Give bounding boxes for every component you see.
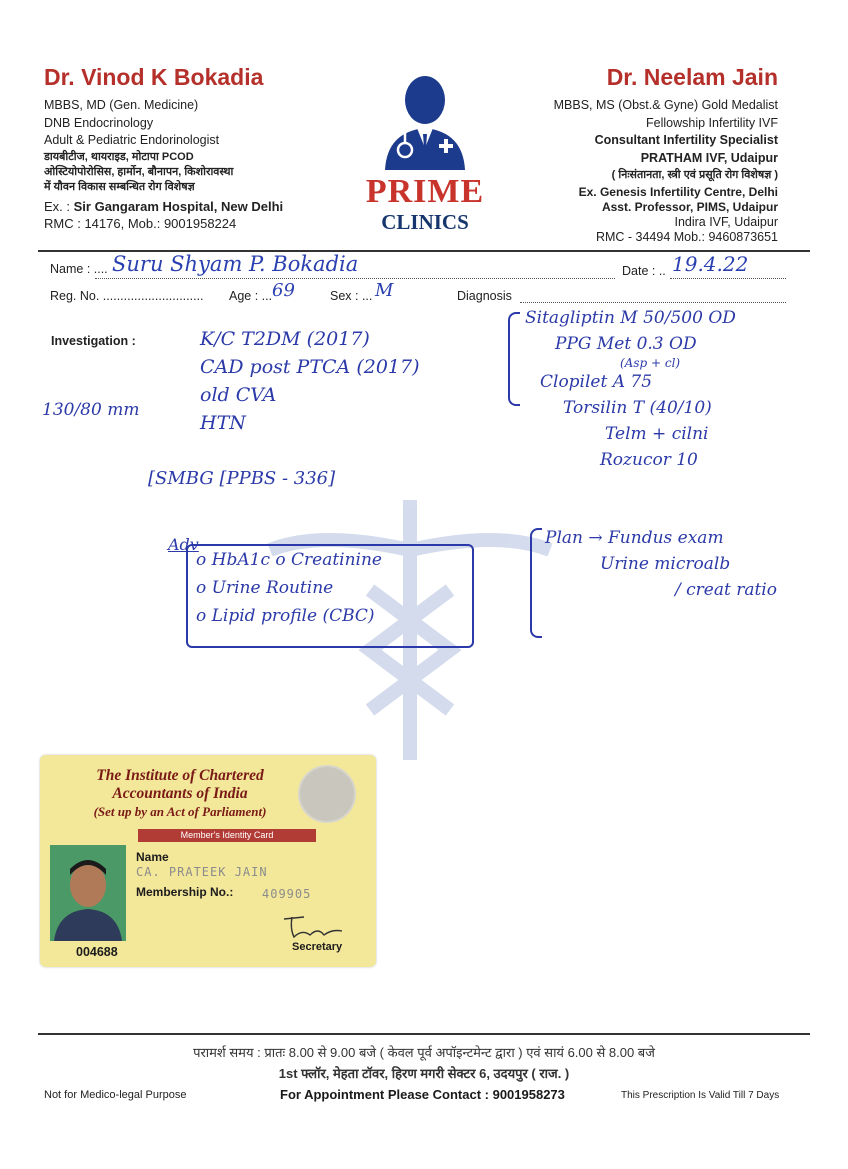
card-institute-title	[40, 767, 320, 821]
sex-label: Sex : ...	[330, 289, 373, 303]
investigation-label: Investigation :	[51, 334, 136, 348]
reg-label: Reg. No. .............................	[50, 289, 204, 303]
rx-line: PPG Met 0.3 OD	[555, 334, 697, 354]
date-dotted-line	[670, 278, 786, 279]
right-doctor-block	[458, 64, 778, 245]
logo-clinics: CLINICS	[381, 210, 469, 234]
card-membership-value: 409905	[262, 887, 312, 901]
right-doctor-line: Fellowship Infertility IVF	[646, 115, 778, 130]
diagnosis-label: Diagnosis	[457, 289, 512, 303]
card-band: Member's Identity Card	[138, 829, 316, 842]
rx-line: Clopilet A 75	[540, 372, 653, 392]
advice-notes	[196, 546, 382, 630]
id-card	[40, 755, 376, 967]
diagnosis-dotted-line	[520, 302, 786, 303]
history-line: old CVA	[200, 384, 277, 406]
name-label: Name : ....	[50, 262, 108, 276]
right-doctor-line: Asst. Professor, PIMS, Udaipur	[601, 199, 778, 214]
right-doctor-name: Dr. Neelam Jain	[606, 64, 778, 90]
left-doctor-line: Adult & Pediatric Endorinologist	[44, 133, 220, 147]
right-doctor-line: ( निःसंतानता, स्त्री एवं प्रसूति रोग विशेषज्ञ )	[611, 169, 778, 181]
plan-line: Urine microalb	[600, 554, 731, 574]
rx-line: Sitagliptin M 50/500 OD	[525, 308, 736, 328]
rx-notes	[525, 305, 736, 473]
rx-line: Rozucor 10	[600, 450, 698, 470]
rx-bracket	[508, 312, 520, 406]
rx-line: Torsilin T (40/10)	[563, 398, 712, 418]
history-notes	[200, 325, 420, 437]
left-doctor-line: डायबीटीज, थायराइड, मोटापा PCOD	[44, 150, 194, 163]
card-name-label: Name	[136, 850, 169, 864]
card-membership-label: Membership No.:	[136, 885, 234, 899]
right-doctor-line: Indira IVF, Udaipur	[674, 214, 778, 229]
left-doctor-line: MBBS, MD (Gen. Medicine)	[44, 98, 199, 112]
history-line: CAD post PTCA (2017)	[200, 356, 420, 378]
plan-line: Plan → Fundus exam	[545, 528, 724, 548]
name-dotted-line	[95, 278, 615, 279]
signature-icon	[280, 913, 350, 943]
age-label: Age : ...	[229, 289, 273, 303]
card-title-line: Accountants of India	[112, 785, 248, 802]
plan-bracket	[530, 528, 542, 638]
right-doctor-line: PRATHAM IVF, Udaipur	[640, 150, 778, 165]
right-doctor-line: RMC - 34494 Mob.: 9460873651	[595, 229, 778, 244]
plan-line: / creat ratio	[675, 580, 777, 600]
right-doctor-line: Consultant Infertility Specialist	[594, 133, 778, 147]
left-doctor-block	[44, 64, 364, 233]
left-doctor-name: Dr. Vinod K Bokadia	[44, 64, 264, 90]
advice-line: o HbA1c o Creatinine	[196, 550, 382, 570]
footer-divider	[38, 1033, 810, 1035]
right-doctor-line: Ex. Genesis Infertility Centre, Delhi	[578, 184, 778, 199]
person-photo-icon	[50, 845, 126, 941]
card-secretary-label: Secretary	[292, 941, 343, 953]
history-line: K/C T2DM (2017)	[200, 328, 370, 350]
footer-address: 1st फ्लॉर, मेहता टॉवर, हिरण मगरी सेक्टर 6, उदयपुर ( राज. )	[278, 1066, 570, 1081]
ex-prefix: Ex. :	[44, 198, 71, 214]
date-value: 19.4.22	[672, 252, 749, 276]
logo-prime: PRIME	[365, 173, 485, 210]
advice-line: o Lipid profile (CBC)	[196, 606, 375, 626]
sex-value: M	[375, 280, 394, 301]
smbg-reading: [SMBG [PPBS - 336]	[148, 468, 336, 489]
left-doctor-ex	[44, 198, 364, 216]
bp-reading: 130/80 mm	[42, 400, 140, 420]
rx-line: (Asp + cl)	[620, 356, 681, 370]
footer-timing: परामर्श समय : प्रातः 8.00 से 9.00 बजे ( केवल पूर्व अपॉइन्टमेन्ट द्वारा ) एवं सायं 6.00 से 8.00 बजे	[193, 1045, 655, 1060]
card-name-value: CA. PRATEEK JAIN	[136, 865, 268, 879]
left-doctor-line: में यौवन विकास सम्बन्धित रोग विशेषज्ञ	[44, 180, 195, 193]
history-line: HTN	[200, 412, 246, 434]
left-doctor-line: DNB Endocrinology	[44, 115, 154, 130]
rx-line: Telm + cilni	[605, 424, 709, 444]
ex-hospital: Sir Gangaram Hospital, New Delhi	[73, 198, 284, 214]
member-photo	[50, 845, 126, 941]
age-value: 69	[272, 280, 295, 301]
patient-name: Suru Shyam P. Bokadia	[112, 252, 359, 276]
card-id-number: 004688	[76, 945, 118, 959]
footer-left-note: Not for Medico-legal Purpose	[44, 1089, 187, 1101]
plan-notes	[545, 525, 777, 603]
right-doctor-line: MBBS, MS (Obst.& Gyne) Gold Medalist	[553, 98, 778, 112]
card-title-line: (Set up by an Act of Parliament)	[93, 804, 267, 819]
left-doctor-line: ओस्टियोपोरोसिस, हार्मोन, बौनापन, किशोरावस्था	[44, 165, 234, 178]
date-label: Date : ..	[622, 264, 666, 278]
advice-label: Adv	[168, 535, 199, 554]
left-doctor-rmc: RMC : 14176, Mob.: 9001958224	[44, 216, 237, 231]
card-title-line: The Institute of Chartered	[96, 767, 264, 784]
advice-line: o Urine Routine	[196, 578, 334, 598]
footer-contact: For Appointment Please Contact : 9001958273	[280, 1087, 565, 1102]
footer-right-note: This Prescription Is Valid Till 7 Days	[621, 1090, 780, 1101]
card-seal-icon	[298, 765, 356, 823]
